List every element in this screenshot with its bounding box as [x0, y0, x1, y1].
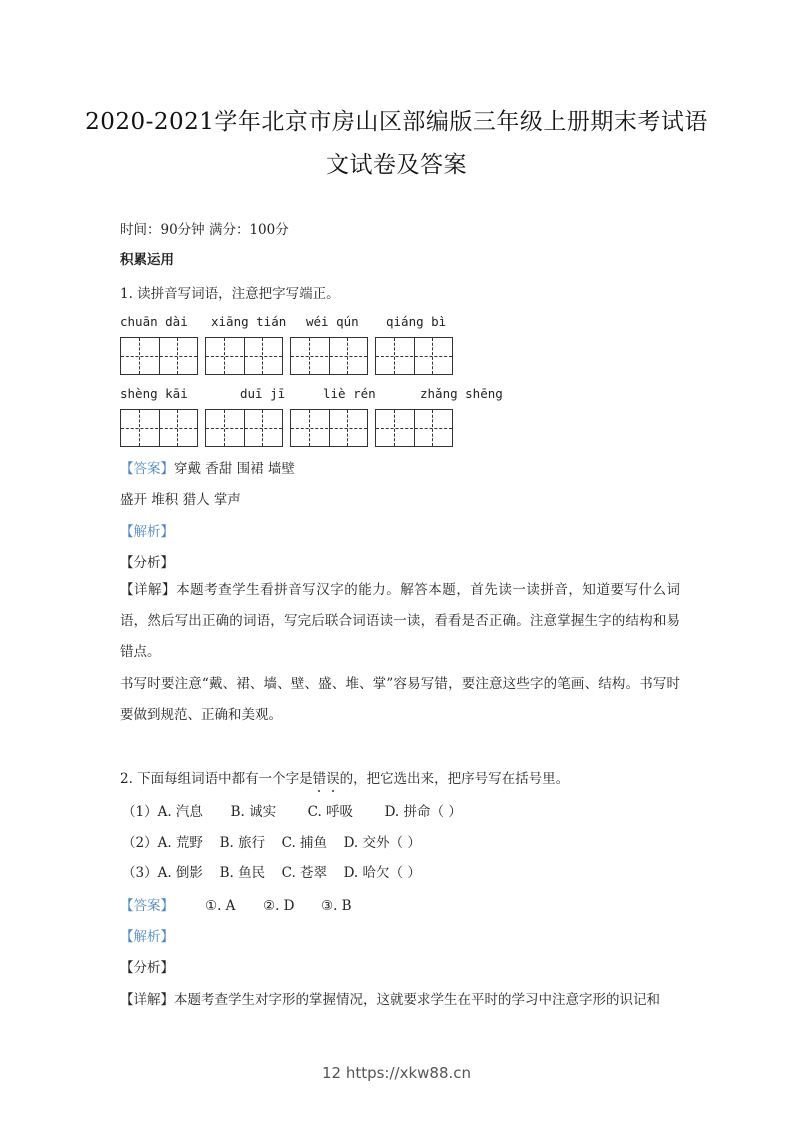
footer-url[interactable]: https://xkw88.cn	[345, 1064, 472, 1082]
writing-grid-box[interactable]	[290, 409, 368, 447]
pinyin-8: zhǎng shēng	[420, 386, 503, 401]
writing-grid-box[interactable]	[375, 337, 453, 375]
answer-blank[interactable]: （ ）	[389, 865, 421, 881]
analysis-label: 【解析】	[120, 929, 174, 945]
answer-line: 【答案】 ①. A ②. D ③. B	[120, 894, 352, 914]
page-number: 12	[321, 1064, 342, 1082]
writing-grid-box[interactable]	[375, 409, 453, 447]
emphasis-char: 误	[326, 767, 340, 787]
detail-text: 本题考查学生看拼音写汉字的能力。解答本题，首先读一读拼音，知道要写什么词语，然后写出正确的词语，写完后联合词语读一读，看看是否正确。注意掌握生字的结构和易错点。	[120, 582, 681, 660]
pinyin-6: duī jī	[240, 386, 286, 401]
answer-label: 【答案】	[120, 461, 174, 477]
answer-line	[120, 457, 295, 477]
answer-label: 【答案】	[120, 898, 174, 914]
document-title-line2: 文试卷及答案	[326, 152, 467, 178]
detail-label: 【详解】	[120, 992, 174, 1008]
pinyin-2: xiāng tián	[211, 314, 287, 329]
detail-text: 本题考查学生对字形的掌握情况，这就要求学生在平时的学习中注意字形的识记和	[174, 992, 660, 1008]
choice-row-3: （3）A. 倒影 B. 鱼民 C. 苍翠 D. 哈欠（ ）	[122, 865, 421, 881]
section-heading: 积累运用	[120, 252, 174, 268]
emphasis-char: 错	[313, 767, 327, 787]
exam-meta: 时间：90分钟 满分：100分	[120, 222, 289, 238]
choice-row-2: （2）A. 荒野 B. 旅行 C. 捕鱼 D. 交外（ ）	[122, 835, 421, 851]
pinyin-7: liè rén	[323, 386, 376, 401]
writing-grid-box[interactable]	[205, 409, 283, 447]
document-title-line1: 2020-2021学年北京市房山区部编版三年级上册期末考试语	[85, 109, 708, 135]
answer-blank[interactable]: （ ）	[430, 804, 462, 820]
choice-row-1: （1）A. 汽息 B. 诚实 C. 呼吸 D. 拼命（ ）	[122, 804, 462, 820]
page-footer	[0, 1064, 793, 1082]
writing-grid-box[interactable]	[120, 337, 198, 375]
answer-blank[interactable]: （ ）	[389, 835, 421, 851]
detail-label: 【详解】	[120, 582, 177, 598]
detail-paragraph	[120, 988, 660, 1008]
pinyin-4: qiáng bì	[386, 314, 447, 329]
writing-grid-box[interactable]	[205, 337, 283, 375]
fenxi-label: 【分析】	[120, 555, 174, 571]
question-1-prompt: 1. 读拼音写词语，注意把字写端正。	[120, 286, 340, 302]
pinyin-3: wéi qún	[306, 314, 359, 329]
fenxi-label: 【分析】	[120, 960, 174, 976]
answer-line-2: 盛开 堆积 猎人 掌声	[120, 492, 241, 508]
pinyin-1: chuān dài	[120, 314, 188, 329]
answer-text: 穿戴 香甜 围裙 墙壁	[174, 461, 295, 477]
pinyin-5: shèng kāi	[120, 386, 188, 401]
question-2-prompt: 2. 下面每组词语中都有一个字是错误的，把它选出来，把序号写在括号里。	[120, 767, 569, 787]
writing-grid-box[interactable]	[120, 409, 198, 447]
analysis-label: 【解析】	[120, 524, 174, 540]
detail-paragraph	[120, 575, 680, 668]
detail-paragraph-2: 书写时要注意“戴、裙、墙、壁、盛、堆、掌”容易写错，要注意这些字的笔画、结构。书写时要做到规范、正确和美观。	[120, 676, 680, 723]
writing-grid-box[interactable]	[290, 337, 368, 375]
